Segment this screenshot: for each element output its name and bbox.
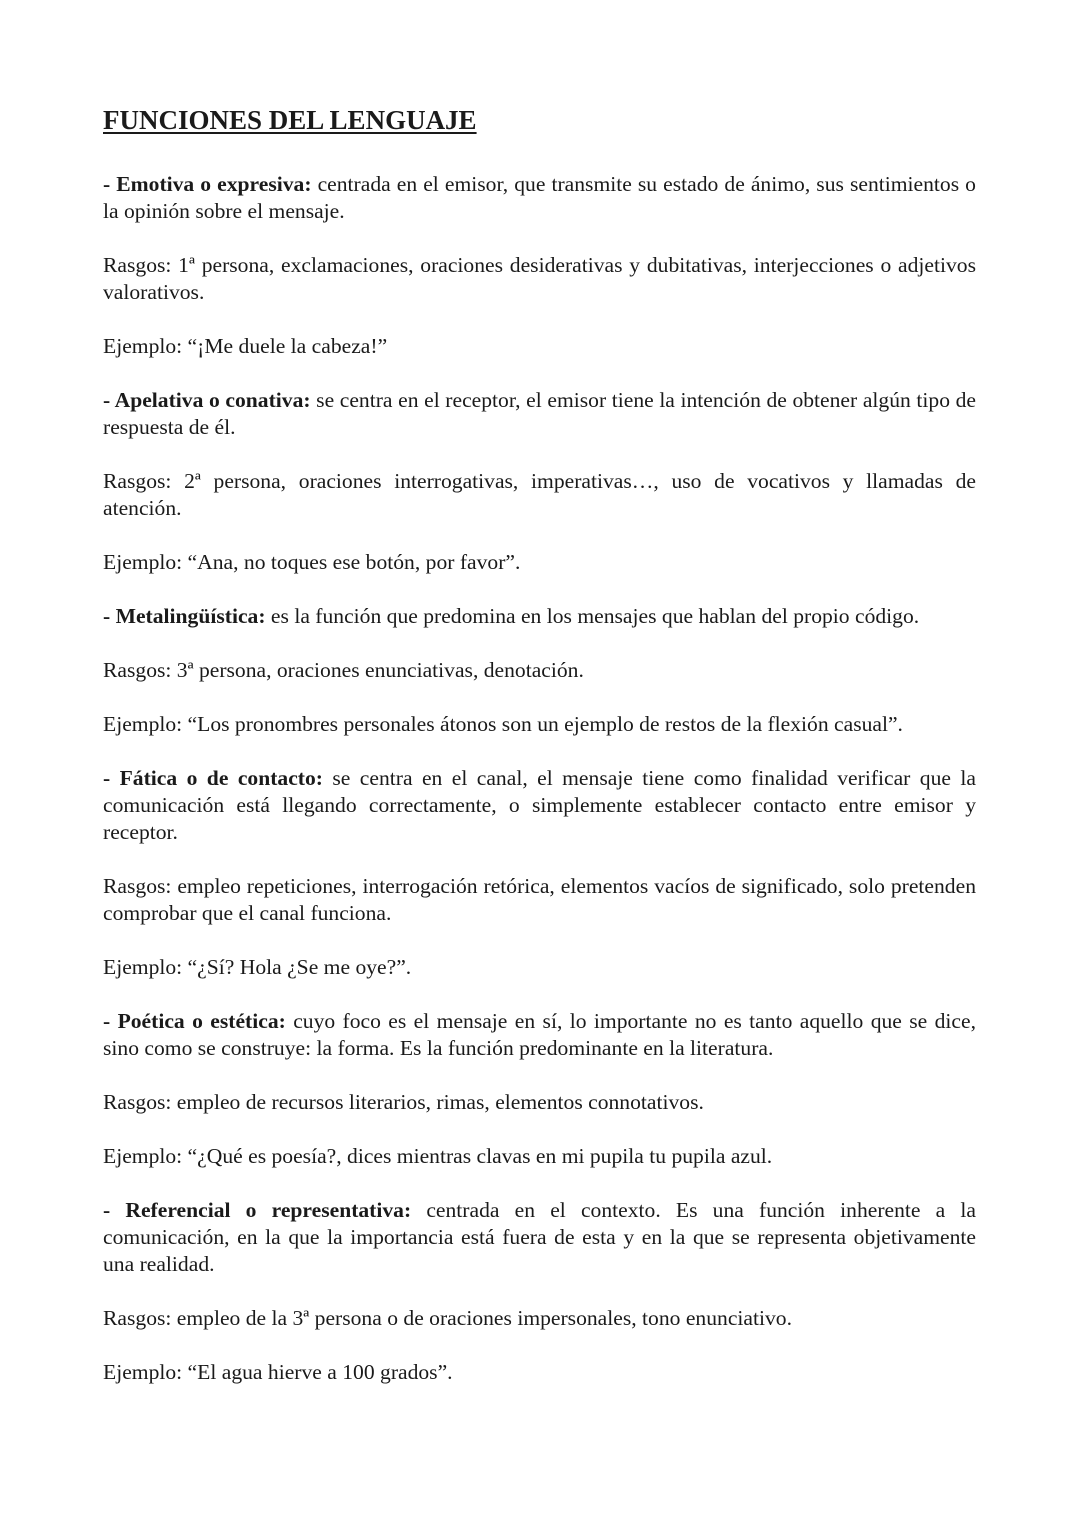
function-definition: [103, 387, 976, 441]
function-description: se centra en el receptor, el emisor tiene la intención de obtener algún tipo de respuesta de él.: [103, 388, 976, 439]
function-definition: [103, 1197, 976, 1278]
function-rasgos: Rasgos: empleo repeticiones, interrogación retórica, elementos vacíos de significado, solo pretenden comprobar que el canal funciona.: [103, 874, 976, 925]
function-name: - Referencial o representativa:: [103, 1198, 412, 1222]
function-description: es la función que predomina en los mensajes que hablan del propio código.: [265, 604, 920, 628]
function-description: centrada en el emisor, que transmite su estado de ánimo, sus sentimientos o la opinión sobre el mensaje.: [103, 172, 976, 223]
function-name: - Apelativa o conativa:: [103, 388, 311, 412]
function-definition: [103, 171, 976, 225]
function-description: cuyo foco es el mensaje en sí, lo importante no es tanto aquello que se dice, sino como se construye: la forma. Es la función predominante en la literatura.: [103, 1009, 976, 1060]
document-body: [103, 171, 976, 1413]
function-ejemplo: Ejemplo: “Los pronombres personales átonos son un ejemplo de restos de la flexión casual”.: [103, 712, 903, 736]
function-rasgos: Rasgos: empleo de recursos literarios, rimas, elementos connotativos.: [103, 1090, 704, 1114]
function-definition: [103, 603, 976, 630]
function-definition: [103, 1008, 976, 1062]
function-ejemplo: Ejemplo: “Ana, no toques ese botón, por favor”.: [103, 550, 521, 574]
function-description: se centra en el canal, el mensaje tiene como finalidad verificar que la comunicación está llegando correctamente, o simplemente establecer contacto entre emisor y receptor.: [103, 766, 976, 844]
function-description: centrada en el contexto. Es una función inherente a la comunicación, en la que la importancia está fuera de esta y en la que se representa objetivamente una realidad.: [103, 1198, 976, 1276]
function-ejemplo: Ejemplo: “¿Sí? Hola ¿Se me oye?”.: [103, 955, 412, 979]
function-rasgos: Rasgos: 1ª persona, exclamaciones, oraciones desiderativas y dubitativas, interjecciones o adjetivos valorativos.: [103, 253, 976, 304]
function-name: - Metalingüística:: [103, 604, 266, 628]
function-rasgos: Rasgos: 2ª persona, oraciones interrogativas, imperativas…, uso de vocativos y llamadas de atención.: [103, 469, 976, 520]
function-ejemplo: Ejemplo: “¡Me duele la cabeza!”: [103, 334, 388, 358]
function-name: - Poética o estética:: [103, 1009, 286, 1033]
function-name: - Emotiva o expresiva:: [103, 172, 312, 196]
function-ejemplo: Ejemplo: “El agua hierve a 100 grados”.: [103, 1360, 453, 1384]
function-name: - Fática o de contacto:: [103, 766, 323, 790]
function-rasgos: Rasgos: empleo de la 3ª persona o de oraciones impersonales, tono enunciativo.: [103, 1306, 792, 1330]
function-rasgos: Rasgos: 3ª persona, oraciones enunciativas, denotación.: [103, 658, 584, 682]
function-definition: [103, 765, 976, 846]
page-title: FUNCIONES DEL LENGUAJE: [103, 105, 477, 135]
function-ejemplo: Ejemplo: “¿Qué es poesía?, dices mientras clavas en mi pupila tu pupila azul.: [103, 1144, 773, 1168]
